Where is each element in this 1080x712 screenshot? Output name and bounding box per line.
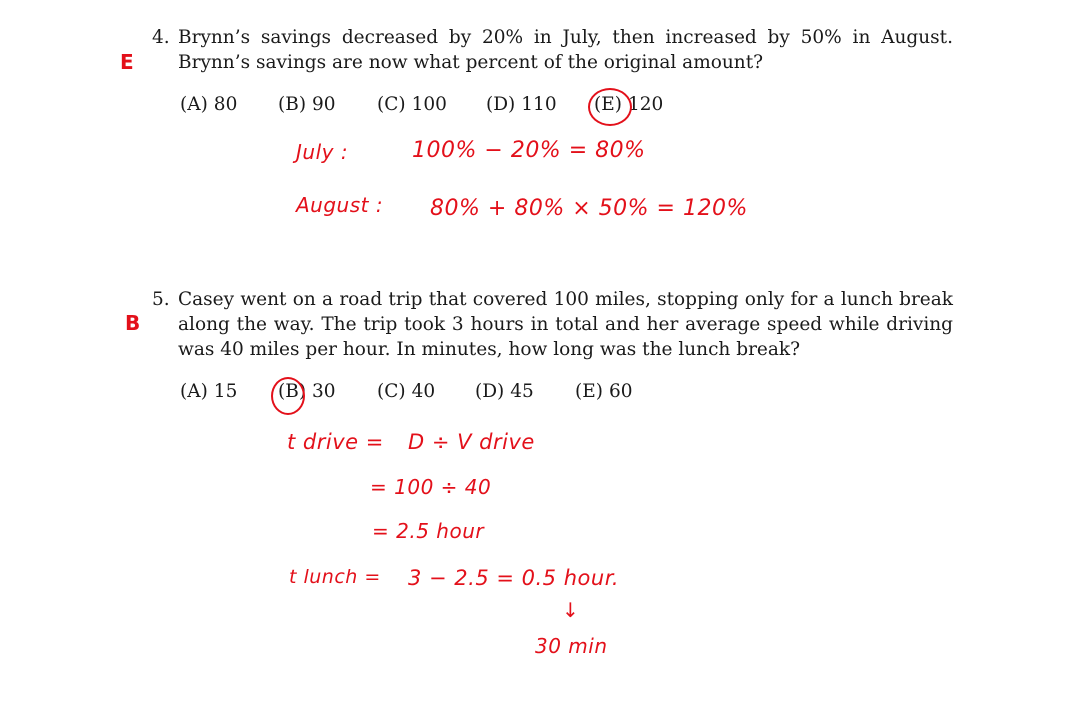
choice-a-q5: (A) 15 xyxy=(180,381,238,402)
answer-circle-q4 xyxy=(588,88,632,126)
work-tdrive-label: t drive = xyxy=(287,430,384,454)
choice-d-q4: (D) 110 xyxy=(486,94,557,115)
question-text-q5: Casey went on a road trip that covered 100 miles, stopping only for a lunch break along the way. The trip took 3 hours in total and her average speed while driving was 40 miles per hour. In minutes, how long was the lunch break? xyxy=(178,289,953,360)
work-division-line: = 100 ÷ 40 xyxy=(370,475,492,499)
work-drive-hours: = 2.5 hour xyxy=(372,519,485,543)
down-arrow-icon: ↓ xyxy=(562,598,580,622)
work-tlunch-label: t lunch = xyxy=(289,566,381,588)
choice-e-q4: (E) 120 xyxy=(594,94,664,115)
question-text-q4: Brynn’s savings decreased by 20% in July, then increased by 50% in August. Brynn’s savings are now what percent of the original amount? xyxy=(178,27,953,73)
work-tlunch-equation: 3 − 2.5 = 0.5 hour. xyxy=(408,566,620,590)
answer-marker-q4: E xyxy=(120,50,134,74)
choice-e-q5: (E) 60 xyxy=(575,381,633,402)
choice-b-q4: (B) 90 xyxy=(278,94,336,115)
question-number-q5: 5. xyxy=(152,289,170,310)
work-july-equation: 100% − 20% = 80% xyxy=(412,138,646,163)
work-july-label: July : xyxy=(296,140,349,164)
choice-d-q5: (D) 45 xyxy=(475,381,534,402)
choice-c-q5: (C) 40 xyxy=(377,381,436,402)
choice-a-q4: (A) 80 xyxy=(180,94,238,115)
work-august-equation: 80% + 80% × 50% = 120% xyxy=(430,196,748,221)
question-number-q4: 4. xyxy=(152,27,170,48)
answer-circle-q5 xyxy=(271,377,305,415)
work-tdrive-equation: D ÷ V drive xyxy=(408,430,535,454)
answer-marker-q5: B xyxy=(125,311,141,335)
choice-b-q5: (B) 30 xyxy=(278,381,336,402)
choice-c-q4: (C) 100 xyxy=(377,94,447,115)
work-august-label: August : xyxy=(296,193,384,217)
work-result-minutes: 30 min xyxy=(535,634,608,658)
